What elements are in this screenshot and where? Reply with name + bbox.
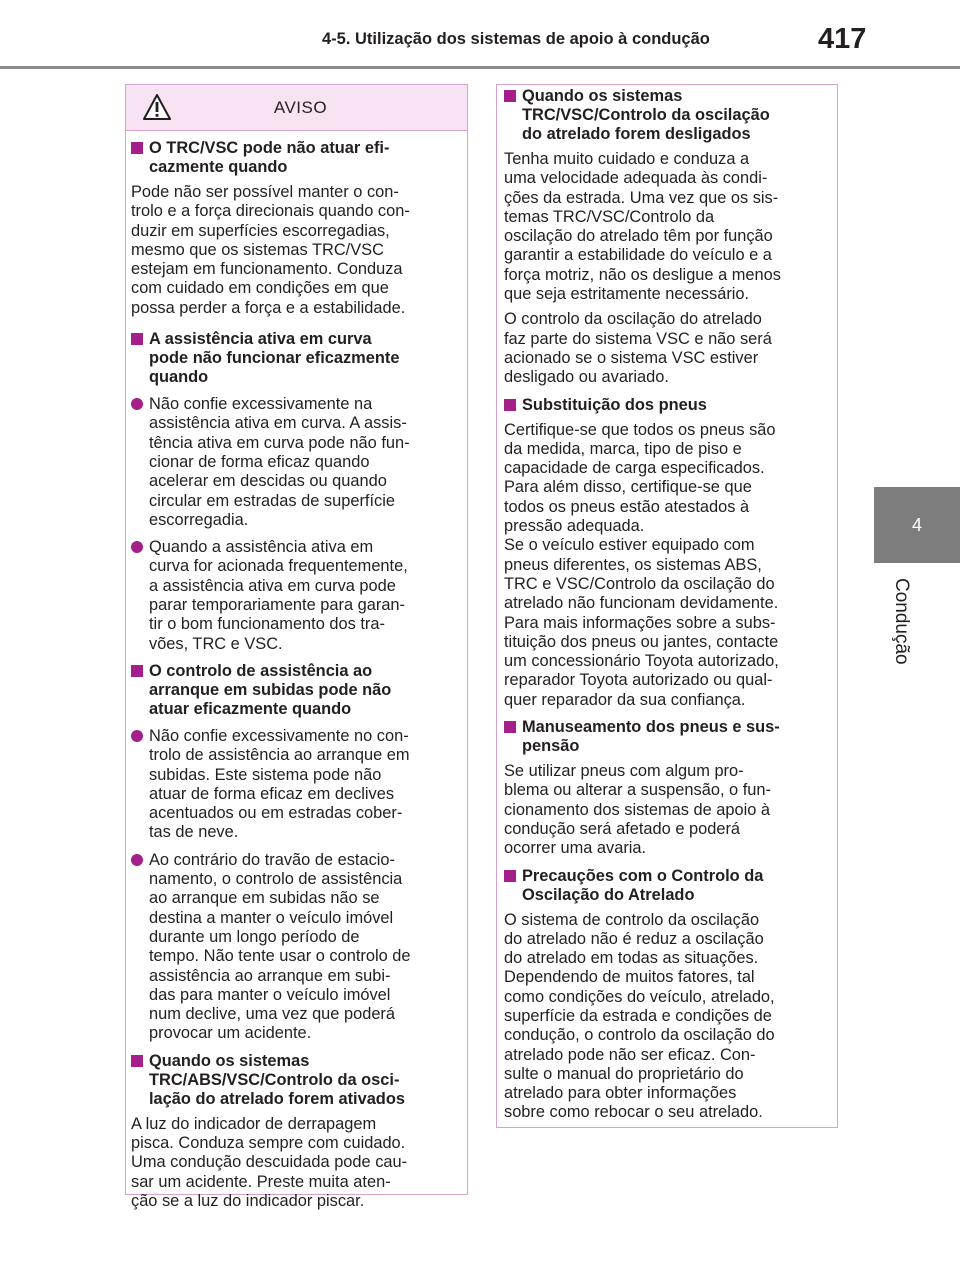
warning-label: AVISO <box>273 97 328 117</box>
section-title: A assistência ativa em curva pode não funcionar eficazmente quando <box>149 330 400 387</box>
continued-warning-box <box>496 84 838 1128</box>
page-number: 417 <box>818 23 867 55</box>
list-item-text: Não confie excessivamente na assistência ativa em curva. A assis- tência ativa em curva pode não fun- cionar de forma eficaz quando acelerar em descidas ou quando circular em estradas de superfície escorregadia. <box>149 395 410 529</box>
section-text: A luz do indicador de derrapagem pisca. Conduza sempre com cuidado. Uma condução descuidada pode cau- sar um acidente. Preste muita aten- ção se a luz do indicador piscar. <box>131 1114 408 1210</box>
warning-header <box>126 85 467 131</box>
section-heading <box>131 1052 455 1109</box>
section-text: Pode não ser possível manter o con- trolo e a força direcionais quando con- duzir em superfícies escorregadias, mesmo que os sistemas TRC/VSC estejam em funcionamento. Conduza com cuidado em condições em que possa perder a força e a estabilidade. <box>131 183 410 317</box>
section-heading <box>504 867 829 905</box>
section-title: Substituição dos pneus <box>522 395 707 414</box>
section-heading <box>504 718 829 756</box>
section-text: O controlo da oscilação do atrelado faz parte do sistema VSC e não será acionado se o sistema VSC estiver desligado ou avariado. <box>504 310 772 387</box>
section-title: O controlo de assistência ao arranque em subidas pode não atuar eficazmente quando <box>149 661 392 718</box>
section-text: Se utilizar pneus com algum pro- blema ou alterar a suspensão, o fun- cionamento dos sistemas de apoio à condução será afetado e poderá ocorrer uma avaria. <box>504 762 771 858</box>
chapter-tab-number: 4 <box>874 487 960 563</box>
circle-bullet-icon <box>131 854 143 866</box>
section-text: O sistema de controlo da oscilação do atrelado não é reduz a oscilação do atrelado em todas as situações. Dependendo de muitos fatores, tal como condições do veículo, atrelado, superfície da estrada e condições de condução, o controlo da oscilação do atrelado pode não ser eficaz. Con- sulte o manual do proprietário do atrelado para obter informações sobre como rebocar o seu atrelado. <box>504 910 775 1122</box>
circle-bullet-icon <box>131 541 143 553</box>
section-text: Certifique-se que todos os pneus são da medida, marca, tipo de piso e capacidade de carga especificados. Para além disso, certifique-se que todos os pneus estão atestados à pressão adequada. Se o veículo estiver equipado com pneus diferentes, os sistemas ABS, TRC e VSC/Controlo da oscilação do atrelado não funcionam devidamente. Para mais informações sobre a subs- tituição dos pneus ou jantes, contacte um concessionário Toyota autorizado, reparador Toyota autorizado ou qual- quer reparador da sua confiança. <box>504 420 779 709</box>
section-title: Quando os sistemas TRC/VSC/Controlo da oscilação do atrelado forem desligados <box>522 87 770 143</box>
square-bullet-icon <box>504 399 516 411</box>
square-bullet-icon <box>131 333 143 345</box>
section-heading <box>504 396 829 415</box>
square-bullet-icon <box>131 1055 143 1067</box>
square-bullet-icon <box>504 870 516 882</box>
list-item <box>131 395 455 530</box>
square-bullet-icon <box>504 721 516 733</box>
square-bullet-icon <box>504 90 516 102</box>
chapter-tab-label: Condução <box>891 578 912 665</box>
square-bullet-icon <box>131 665 143 677</box>
section-title: O TRC/VSC pode não atuar efi- cazmente quando <box>149 139 390 176</box>
section-text: Tenha muito cuidado e conduza a uma velocidade adequada às condi- ções da estrada. Uma vez que os sis- temas TRC/VSC/Controlo da oscilação do atrelado têm por função garantir a estabilidade do veículo e a força motriz, não os desligue a menos que seja estritamente necessário. <box>504 150 781 304</box>
list-item-text: Ao contrário do travão de estacio- namento, o controlo de assistência ao arranque em subidas não se destina a manter o veículo imóvel durante um longo período de tempo. Não tente usar o controlo de assistência ao arranque em subi- das para manter o veículo imóvel num declive, uma vez que poderá provocar um acidente. <box>149 850 411 1043</box>
list-item <box>131 727 455 843</box>
list-item-text: Não confie excessivamente no con- trolo de assistência ao arranque em subidas. Este sistema pode não atuar de forma eficaz em declives acentuados ou em estradas cober- tas de neve. <box>149 726 410 842</box>
chapter-title: 4-5. Utilização dos sistemas de apoio à condução <box>322 30 710 48</box>
warning-triangle-icon <box>143 94 171 120</box>
circle-bullet-icon <box>131 730 143 742</box>
section-title: Precauções com o Controlo da Oscilação do Atrelado <box>522 866 764 904</box>
section-heading <box>131 662 455 719</box>
list-item <box>131 538 455 654</box>
section-heading <box>131 330 455 387</box>
header-divider <box>0 66 960 69</box>
list-item <box>131 851 455 1044</box>
section-title: Manuseamento dos pneus e sus- pensão <box>522 718 780 756</box>
section-heading <box>131 139 455 177</box>
square-bullet-icon <box>131 142 143 154</box>
warning-box <box>125 84 468 1210</box>
section-title: Quando os sistemas TRC/ABS/VSC/Controlo da osci- lação do atrelado forem ativados <box>149 1051 405 1108</box>
circle-bullet-icon <box>131 398 143 410</box>
section-heading <box>504 87 829 144</box>
list-item-text: Quando a assistência ativa em curva for acionada frequentemente, a assistência ativa em curva pode parar temporariamente para garan- tir o bom funcionamento dos tra- vões, TRC e VSC. <box>149 538 408 653</box>
